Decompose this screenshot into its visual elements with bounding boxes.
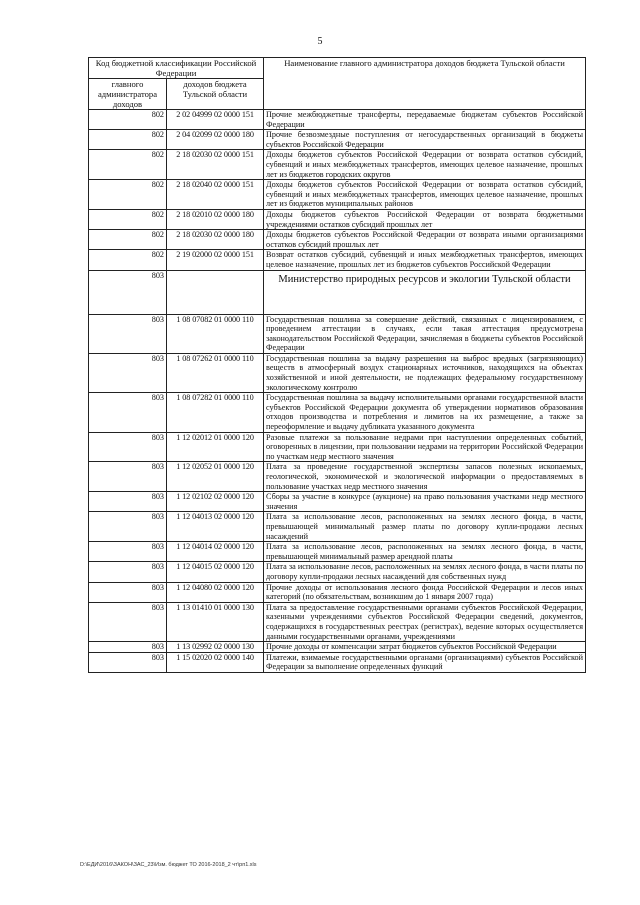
table-row [89, 250, 586, 270]
budget-code-cell: 1 12 04080 02 0000 120 [167, 582, 264, 602]
budget-code-cell: 1 08 07262 01 0000 110 [167, 353, 264, 392]
table-row [89, 209, 586, 229]
table-body [89, 110, 586, 673]
table-row [89, 542, 586, 562]
name-cell: Прочие доходы от использования лесного фонда Российской Федерации и лесов иных категорий (по обязательствам, возникшим до 1 января 2007 года) [264, 582, 586, 602]
name-cell: Плата за проведение государственной экспертизы запасов полезных ископаемых, геологической, экономической и экологической информации о предоставляемых в пользование участках недр местного значения [264, 462, 586, 492]
budget-code-cell: 2 18 02030 02 0000 151 [167, 150, 264, 180]
table-row [89, 642, 586, 653]
name-cell: Прочие межбюджетные трансферты, передаваемые бюджетам субъектов Российской Федерации [264, 110, 586, 130]
admin-code-cell: 803 [89, 582, 167, 602]
table-row [89, 314, 586, 353]
admin-code-cell: 802 [89, 110, 167, 130]
table-row [89, 562, 586, 582]
admin-code-cell: 803 [89, 602, 167, 641]
budget-code-cell: 2 18 02040 02 0000 151 [167, 180, 264, 210]
name-cell: Платежи, взимаемые государственными органами (организациями) субъектов Российской Федерации за выполнение определенных функций [264, 652, 586, 672]
table-row [89, 582, 586, 602]
budget-code-cell: 1 08 07282 01 0000 110 [167, 393, 264, 432]
budget-code-cell: 1 13 02992 02 0000 130 [167, 642, 264, 653]
name-cell: Возврат остатков субсидий, субвенций и иных межбюджетных трансфертов, имеющих целевое назначение, прошлых лет из бюджетов субъектов Российской Федерации [264, 250, 586, 270]
admin-code-cell: 802 [89, 230, 167, 250]
budget-code-cell: 1 13 01410 01 0000 130 [167, 602, 264, 641]
budget-code-cell: 1 08 07082 01 0000 110 [167, 314, 264, 353]
budget-code-cell: 1 12 04014 02 0000 120 [167, 542, 264, 562]
admin-code-cell: 803 [89, 512, 167, 542]
admin-code-cell: 802 [89, 150, 167, 180]
admin-code-cell: 803 [89, 353, 167, 392]
admin-code-cell: 802 [89, 130, 167, 150]
table-row [89, 353, 586, 392]
name-cell: Государственная пошлина за совершение действий, связанных с лицензированием, с проведением аттестации в случаях, если такая аттестация предусмотрена законодательством Российской Федерации, зачисляемая в бюджеты субъектов Российской Федерации [264, 314, 586, 353]
admin-code-cell: 803 [89, 462, 167, 492]
budget-code-cell: 2 18 02010 02 0000 180 [167, 209, 264, 229]
table-row [89, 130, 586, 150]
admin-code-cell: 803 [89, 432, 167, 462]
budget-code-cell: 1 12 04013 02 0000 120 [167, 512, 264, 542]
admin-column-header: главного администратора доходов [89, 79, 167, 110]
name-cell: Плата за использование лесов, расположенных на землях лесного фонда, в части платы по договору купли-продажи лесных насаждений для собственных нужд [264, 562, 586, 582]
admin-code-cell: 803 [89, 393, 167, 432]
budget-code-cell: 1 15 02020 02 0000 140 [167, 652, 264, 672]
table-row [89, 512, 586, 542]
code-column-header: доходов бюджета Тульской области [167, 79, 264, 110]
table-row [89, 230, 586, 250]
name-cell: Сборы за участие в конкурсе (аукционе) на право пользования участками недр местного значения [264, 492, 586, 512]
admin-code-cell: 803 [89, 314, 167, 353]
table-row [89, 150, 586, 180]
name-cell: Доходы бюджетов субъектов Российской Федерации от возврата иными организациями остатков субсидий прошлых лет [264, 230, 586, 250]
admin-code-cell: 803 [89, 492, 167, 512]
table-row [89, 432, 586, 462]
name-cell: Министерство природных ресурсов и экологии Тульской области [264, 270, 586, 314]
budget-code-cell: 2 04 02099 02 0000 180 [167, 130, 264, 150]
budget-code-cell: 2 02 04999 02 0000 151 [167, 110, 264, 130]
table-row [89, 393, 586, 432]
budget-code-cell: 2 18 02030 02 0000 180 [167, 230, 264, 250]
name-column-header: Наименование главного администратора доходов бюджета Тульской области [264, 58, 586, 110]
budget-code-cell: 1 12 04015 02 0000 120 [167, 562, 264, 582]
admin-code-cell: 803 [89, 642, 167, 653]
admin-code-cell: 803 [89, 542, 167, 562]
admin-code-cell: 802 [89, 209, 167, 229]
budget-code-cell: 1 12 02052 01 0000 120 [167, 462, 264, 492]
name-cell: Государственная пошлина за выдачу разрешения на выброс вредных (загрязняющих) веществ в атмосферный воздух стационарных источников, находящихся на объектах хозяйственной и иной деятельности, не подлежащих федеральному государственному экологическому контролю [264, 353, 586, 392]
table-row [89, 462, 586, 492]
table-row [89, 180, 586, 210]
revenue-table [88, 57, 586, 673]
name-cell: Плата за использование лесов, расположенных на землях лесного фонда, в части, превышающей минимальный размер арендной платы [264, 542, 586, 562]
table-header [89, 58, 586, 110]
name-cell: Доходы бюджетов субъектов Российской Федерации от возврата остатков субсидий, субвенций и иных межбюджетных трансфертов, имеющих целевое назначение, прошлых лет из бюджетов городских округов [264, 150, 586, 180]
admin-code-cell: 803 [89, 562, 167, 582]
name-cell: Государственная пошлина за выдачу исполнительными органами государственной власти субъектов Российской Федерации документа об утверждении нормативов образования отходов производства и потребления и лимитов на их размещение, а также за переоформление и выдачу дубликата указанного документа [264, 393, 586, 432]
budget-code-cell: 1 12 02102 02 0000 120 [167, 492, 264, 512]
table-row [89, 110, 586, 130]
admin-code-cell: 802 [89, 250, 167, 270]
admin-code-cell: 802 [89, 180, 167, 210]
budget-code-cell: 1 12 02012 01 0000 120 [167, 432, 264, 462]
admin-code-cell: 803 [89, 652, 167, 672]
name-cell: Прочие доходы от компенсации затрат бюджетов субъектов Российской Федерации [264, 642, 586, 653]
admin-code-cell: 803 [89, 270, 167, 314]
name-cell: Доходы бюджетов субъектов Российской Федерации от возврата бюджетными учреждениями остатков субсидий прошлых лет [264, 209, 586, 229]
file-path-footer: D:\ЕДИ\2016\ЗАКОН\ЗАС_23\Изм. бюджет ТО 2016-2018_2 чт\рп1.xls [80, 862, 257, 868]
name-cell: Плата за использование лесов, расположенных на землях лесного фонда, в части, превышающей минимальный размер платы по договору купли-продажи лесных насаждений [264, 512, 586, 542]
table-row [89, 602, 586, 641]
classification-header: Код бюджетной классификации Российской Федерации [89, 58, 264, 79]
budget-code-cell: 2 19 02000 02 0000 151 [167, 250, 264, 270]
table-row [89, 492, 586, 512]
budget-code-cell [167, 270, 264, 314]
name-cell: Доходы бюджетов субъектов Российской Федерации от возврата остатков субсидий, субвенций и иных межбюджетных трансфертов, имеющих целевое назначение, прошлых лет из бюджетов муниципальных районов [264, 180, 586, 210]
ministry-row [89, 270, 586, 314]
name-cell: Плата за предоставление государственными органами субъектов Российской Федерации, казенными учреждениями субъектов Российской Федерации сведений, документов, содержащихся в государственных реестрах (регистрах), ведение которых осуществляется данными государственными органами, учреждениями [264, 602, 586, 641]
page-number: 5 [317, 36, 323, 47]
name-cell: Прочие безвозмездные поступления от негосударственных организаций в бюджеты субъектов Российской Федерации [264, 130, 586, 150]
name-cell: Разовые платежи за пользование недрами при наступлении определенных событий, оговоренных в лицензии, при пользовании недрами на территории Российской Федерации по участкам недр местного значения [264, 432, 586, 462]
table-row [89, 652, 586, 672]
